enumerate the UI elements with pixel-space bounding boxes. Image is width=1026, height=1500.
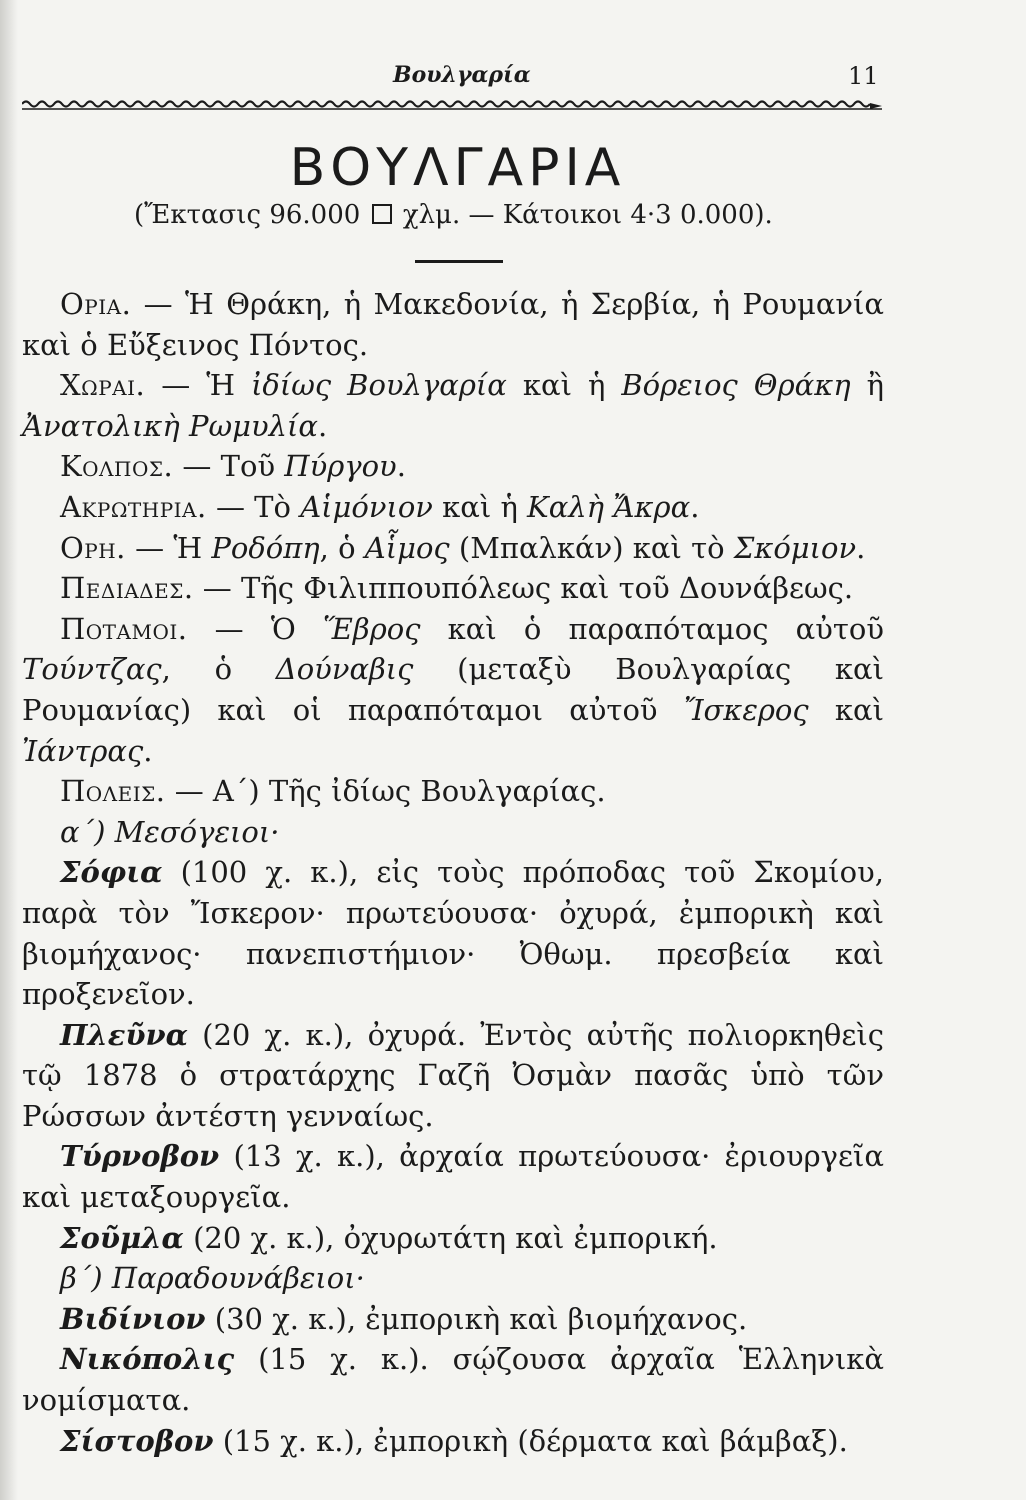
paragraph-text: καὶ ἡ [506,368,622,403]
stats-suffix: χλμ. — Κάτοικοι 4·3 0.000). [402,200,773,230]
paragraph-regions [22,365,884,446]
city-name: Σίστοβον [60,1423,214,1458]
italic-term: Αἷμος [364,530,450,565]
paragraph-text: , ὁ [161,652,276,687]
city-description: (15 χ. κ.). σῴζουσα ἀρχαῖα Ἑλληνικὰ νομίσματα. [22,1342,884,1418]
city-description: (15 χ. κ.), ἐμπορικὴ (δέρματα καὶ βάμβαξ). [213,1423,848,1458]
subheading-inland: α΄) Μεσόγειοι· [60,814,280,849]
running-title: Βουλγαρία [393,62,531,88]
section-label: Χωραι. [60,368,146,403]
paragraph-text: — Τῆς Φιλιππουπόλεως καὶ τοῦ Δουνάβεως. [193,571,854,606]
city-description: (13 χ. κ.), ἀρχαία πρωτεύουσα· ἐριουργεῖα καὶ μεταξουργεῖα. [22,1139,884,1215]
paragraph-borders [22,284,884,365]
italic-term: Ροδόπη [211,530,320,565]
paragraph-text: . [396,449,406,484]
paragraph-capes [22,487,884,528]
paragraph-text: , ὁ [319,530,365,565]
city-entry [22,1339,884,1420]
paragraph-text: — Τοῦ [173,449,285,484]
paragraph-text: καὶ ἡ [432,489,528,524]
city-name: Σόφια [60,855,163,890]
italic-term: Σκόμιον [733,530,857,565]
italic-term: Καλὴ Ἄκρα [527,489,691,524]
paragraph-text: — Τὸ [206,489,301,524]
italic-term: Πύργου [284,449,397,484]
paragraph-mountains [22,528,884,569]
city-description: (30 χ. κ.), ἐμπορικὴ καὶ βιομήχανος. [205,1301,748,1336]
body-text [22,284,884,1461]
italic-term: Ἴσκερος [683,692,809,727]
city-entry [22,1421,884,1462]
page-title: ΒΟΥΛΓΑΡΙΑ [289,138,626,198]
city-description: (20 χ. κ.), ὀχυρά. Ἐντὸς αὐτῆς πολιορκηθεὶς τῷ 1878 ὁ στρατάρχης Γαζῆ Ὀσμὰν πασᾶς ὑπὸ τῶν Ρώσσων ἀντέστη γενναίως. [22,1017,884,1133]
city-name: Βιδίνιον [60,1301,206,1336]
section-label: Ποταμοι. [60,611,188,646]
city-entry [22,1218,884,1259]
city-entry [22,1015,884,1137]
italic-term: Αἱμόνιον [300,489,433,524]
italic-term: Ἀνατολικὴ Ρωμυλία [22,408,318,443]
section-label: Κολπος. [60,449,174,484]
stats-prefix: (Ἔκτασις 96.000 [134,200,361,230]
city-name: Τύρνοβον [60,1139,220,1174]
italic-term: Δούναβις [275,652,414,687]
short-rule-divider [415,260,503,263]
paragraph-text: — Ἡ [125,530,212,565]
city-description: (100 χ. κ.), εἰς τοὺς πρόποδας τοῦ Σκομίου, παρὰ τὸν Ἴσκερον· πρωτεύουσα· ὀχυρά, ἐμπορικὴ καὶ βιομήχανος· πανεπιστήμιον· Ὀθωμ. πρεσβεία καὶ προξενεῖον. [22,855,884,1012]
paragraph-text: (Μπαλκάν) καὶ τὸ [449,530,734,565]
section-label: Ακρωτηρια. [60,489,207,524]
section-label: Πεδιαδες. [60,571,194,606]
subheading-danubian: β΄) Παραδουνάβειοι· [60,1261,365,1296]
section-label: Πολεις. [60,774,166,809]
page-edge-shadow [0,0,18,1500]
paragraph-text: — Ἡ Θράκη, ἡ Μακεδονία, ἡ Σερβία, ἡ Ρουμανία καὶ ὁ Εὔξεινος Πόντος. [22,287,884,362]
paragraph-text: . [318,408,328,443]
italic-term: Ἰάντρας [22,733,144,768]
paragraph-text: . [143,733,153,768]
paragraph-text: — Ὁ [187,611,323,646]
paragraph-text: ἢ [850,368,884,403]
city-name: Πλεῦνα [60,1017,188,1052]
section-label: Ορη. [60,530,126,565]
square-symbol-icon [372,204,392,224]
paragraph-text: — Ἡ [145,368,252,403]
italic-term: Ἕβρος [322,611,421,646]
running-head [0,62,1026,92]
city-entry [22,1299,884,1340]
paragraph-text: — Α΄) Τῆς ἰδίως Βουλγαρίας. [165,774,606,809]
city-entry [22,852,884,1014]
wavy-rule-divider [22,98,882,112]
city-description: (20 χ. κ.), ὀχυρωτάτη καὶ ἐμπορική. [183,1220,718,1255]
city-name: Σοῦμλα [60,1220,184,1255]
area-population-line [134,200,773,230]
italic-term: Βόρειος Θράκη [621,368,851,403]
italic-term: Τούντζας [22,652,162,687]
city-name: Νικόπολις [60,1342,235,1377]
paragraph-text: . [690,489,700,524]
paragraph-plains [22,568,884,609]
italic-term: ἰδίως Βουλγαρία [251,368,507,403]
paragraph-gulf [22,446,884,487]
paragraph-text: καὶ ὁ παραπόταμος αὐτοῦ [420,611,885,646]
paragraph-text: καὶ [808,692,884,727]
paragraph-text: (μεταξὺ Βουλγαρίας καὶ Ρουμανίας) καὶ οἱ παραπόταμοι αὐτοῦ [22,652,884,727]
paragraph-rivers [22,609,884,771]
paragraph-text: . [856,530,866,565]
paragraph-cities [22,771,884,812]
page-number: 11 [848,62,879,90]
section-label: Ορια. [60,287,132,321]
city-entry [22,1136,884,1217]
